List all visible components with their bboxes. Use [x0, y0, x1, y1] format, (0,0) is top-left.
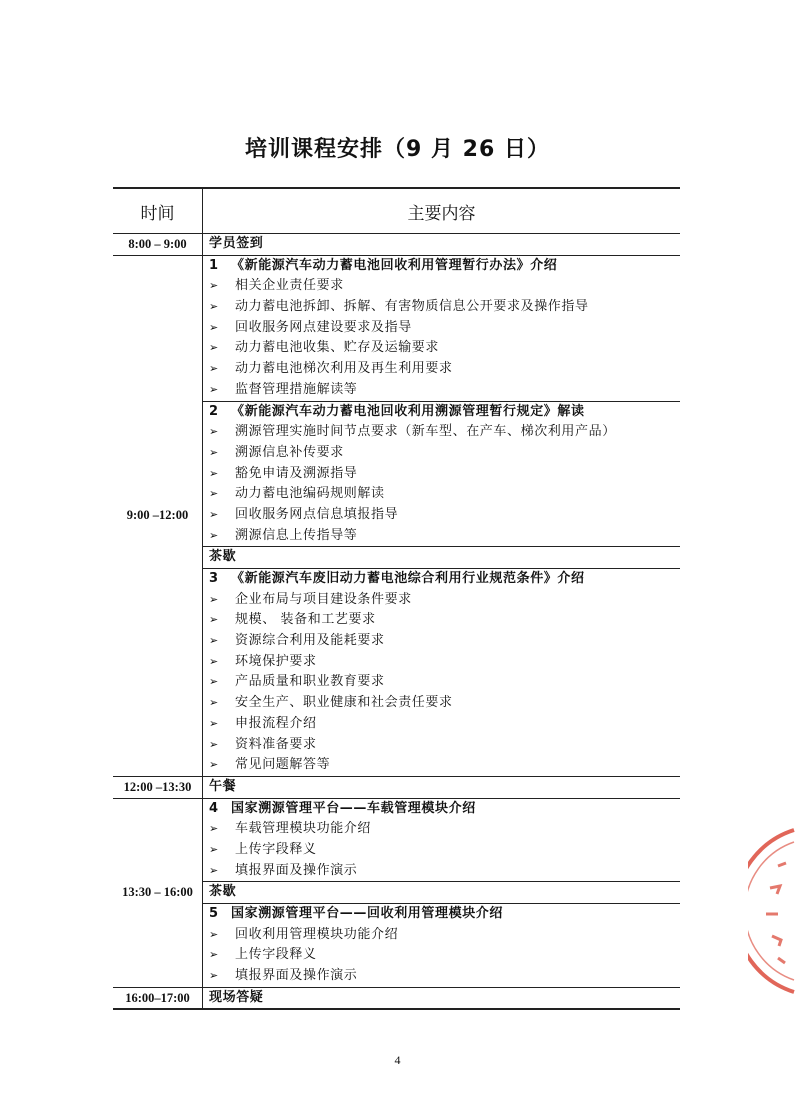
list-item	[203, 380, 680, 401]
seal-text-marks	[766, 863, 786, 963]
lunch-text: 午餐	[209, 778, 237, 794]
list-item-text: 监督管理措施解读等	[235, 381, 358, 397]
section-number: 3	[209, 571, 219, 586]
section-5	[203, 903, 680, 987]
qa-text: 现场答疑	[209, 989, 264, 1005]
time-cell: 13:30 – 16:00	[113, 799, 203, 987]
section-4	[203, 799, 680, 882]
arrow-bullet-icon: ➢	[209, 737, 219, 751]
list-item	[203, 464, 680, 485]
list-item	[203, 276, 680, 297]
table-row	[113, 256, 680, 777]
arrow-bullet-icon: ➢	[209, 341, 219, 355]
list-item-text: 申报流程介绍	[235, 715, 317, 731]
list-item	[203, 861, 680, 882]
arrow-bullet-icon: ➢	[209, 675, 219, 689]
list-item	[203, 359, 680, 380]
section-3	[203, 568, 680, 776]
list-item-text: 相关企业责任要求	[235, 278, 344, 294]
list-item-text: 填报界面及操作演示	[235, 862, 358, 878]
list-item	[203, 925, 680, 946]
table-row	[113, 799, 680, 988]
list-item-text: 回收服务网点建设要求及指导	[235, 319, 412, 335]
list-item-text: 溯源管理实施时间节点要求（新车型、在产车、梯次利用产品）	[235, 424, 616, 440]
arrow-bullet-icon: ➢	[209, 927, 219, 941]
arrow-bullet-icon: ➢	[209, 948, 219, 962]
list-item	[203, 966, 680, 987]
list-item-text: 溯源信息上传指导等	[235, 527, 358, 543]
seal-inner-ring	[748, 842, 794, 980]
arrow-bullet-icon: ➢	[209, 466, 219, 480]
schedule-table	[113, 187, 680, 1010]
arrow-bullet-icon: ➢	[209, 863, 219, 877]
list-item-text: 豁免申请及溯源指导	[235, 465, 358, 481]
table-row	[113, 777, 680, 799]
arrow-bullet-icon: ➢	[209, 758, 219, 772]
section-heading	[203, 799, 680, 820]
list-item-text: 环境保护要求	[235, 653, 317, 669]
list-item-text: 回收利用管理模块功能介绍	[235, 926, 399, 942]
list-item-text: 规模、 装备和工艺要求	[235, 612, 376, 628]
list-item	[203, 631, 680, 652]
arrow-bullet-icon: ➢	[209, 528, 219, 542]
tea-break: 茶歇	[209, 884, 237, 900]
arrow-bullet-icon: ➢	[209, 382, 219, 396]
section-2	[203, 401, 680, 547]
table-row	[113, 234, 680, 256]
list-item	[203, 505, 680, 526]
list-item	[203, 840, 680, 861]
section-title: 国家溯源管理平台——车载管理模块介绍	[231, 800, 476, 816]
list-item	[203, 338, 680, 359]
section-number: 4	[209, 800, 219, 816]
tea-break: 茶歇	[209, 549, 237, 565]
arrow-bullet-icon: ➢	[209, 654, 219, 668]
list-item	[203, 672, 680, 693]
arrow-bullet-icon: ➢	[209, 425, 219, 439]
page-title: 培训课程安排（9 月 26 日）	[245, 137, 550, 162]
list-item-text: 回收服务网点信息填报指导	[235, 506, 399, 522]
list-item	[203, 693, 680, 714]
section-title: 国家溯源管理平台——回收利用管理模块介绍	[231, 906, 504, 921]
list-item-text: 上传字段释义	[235, 947, 317, 963]
list-item	[203, 484, 680, 505]
section-number: 5	[209, 906, 219, 921]
table-row	[113, 988, 680, 1009]
arrow-bullet-icon: ➢	[209, 279, 219, 293]
list-item-text: 企业布局与项目建设条件要求	[235, 591, 412, 607]
page-number: 4	[394, 1053, 401, 1067]
list-item	[203, 819, 680, 840]
list-item	[203, 422, 680, 443]
section-title: 《新能源汽车动力蓄电池回收利用管理暂行办法》介绍	[231, 257, 558, 273]
list-item	[203, 443, 680, 464]
list-item	[203, 590, 680, 611]
arrow-bullet-icon: ➢	[209, 300, 219, 314]
section-number: 2	[209, 403, 219, 419]
arrow-bullet-icon: ➢	[209, 969, 219, 983]
time-cell: 9:00 –12:00	[113, 256, 203, 776]
list-item-text: 动力蓄电池编码规则解读	[235, 486, 385, 502]
table-header	[113, 189, 680, 234]
list-item-text: 动力蓄电池收集、贮存及运输要求	[235, 340, 440, 356]
section-heading	[203, 402, 680, 423]
arrow-bullet-icon: ➢	[209, 634, 219, 648]
list-item-text: 动力蓄电池梯次利用及再生利用要求	[235, 361, 453, 377]
list-item-text: 产品质量和职业教育要求	[235, 674, 385, 690]
list-item-text: 资源综合利用及能耗要求	[235, 633, 385, 649]
list-item-text: 常见问题解答等	[235, 757, 331, 773]
section-number: 1	[209, 257, 219, 273]
time-cell: 8:00 – 9:00	[113, 234, 203, 255]
arrow-bullet-icon: ➢	[209, 842, 219, 856]
list-item	[203, 610, 680, 631]
checkin-text: 学员签到	[209, 236, 264, 251]
list-item-text: 车载管理模块功能介绍	[235, 821, 372, 837]
section-heading	[203, 904, 680, 925]
time-cell: 16:00–17:00	[113, 988, 203, 1009]
list-item	[203, 714, 680, 735]
list-item-text: 上传字段释义	[235, 841, 317, 857]
arrow-bullet-icon: ➢	[209, 822, 219, 836]
list-item-text: 安全生产、职业健康和社会责任要求	[235, 695, 453, 711]
section-title: 《新能源汽车废旧动力蓄电池综合利用行业规范条件》介绍	[231, 571, 585, 586]
section-heading	[203, 569, 680, 590]
list-item-text: 资料准备要求	[235, 736, 317, 752]
arrow-bullet-icon: ➢	[209, 320, 219, 334]
arrow-bullet-icon: ➢	[209, 592, 219, 606]
list-item	[203, 652, 680, 673]
red-seal-stamp	[748, 826, 795, 996]
arrow-bullet-icon: ➢	[209, 696, 219, 710]
list-item-text: 填报界面及操作演示	[235, 968, 358, 984]
section-heading	[203, 256, 680, 277]
arrow-bullet-icon: ➢	[209, 487, 219, 501]
list-item	[203, 297, 680, 318]
list-item	[203, 318, 680, 339]
list-item	[203, 526, 680, 547]
arrow-bullet-icon: ➢	[209, 613, 219, 627]
list-item	[203, 735, 680, 756]
list-item-text: 动力蓄电池拆卸、拆解、有害物质信息公开要求及操作指导	[235, 299, 589, 315]
list-item	[203, 755, 680, 776]
arrow-bullet-icon: ➢	[209, 716, 219, 730]
arrow-bullet-icon: ➢	[209, 362, 219, 376]
list-item-text: 溯源信息补传要求	[235, 444, 344, 460]
list-item	[203, 945, 680, 966]
time-cell: 12:00 –13:30	[113, 777, 203, 798]
arrow-bullet-icon: ➢	[209, 507, 219, 521]
header-time: 时间	[113, 189, 203, 233]
section-title: 《新能源汽车动力蓄电池回收利用溯源管理暂行规定》解读	[231, 403, 585, 419]
arrow-bullet-icon: ➢	[209, 445, 219, 459]
header-content: 主要内容	[407, 203, 476, 224]
section-1	[203, 256, 680, 401]
